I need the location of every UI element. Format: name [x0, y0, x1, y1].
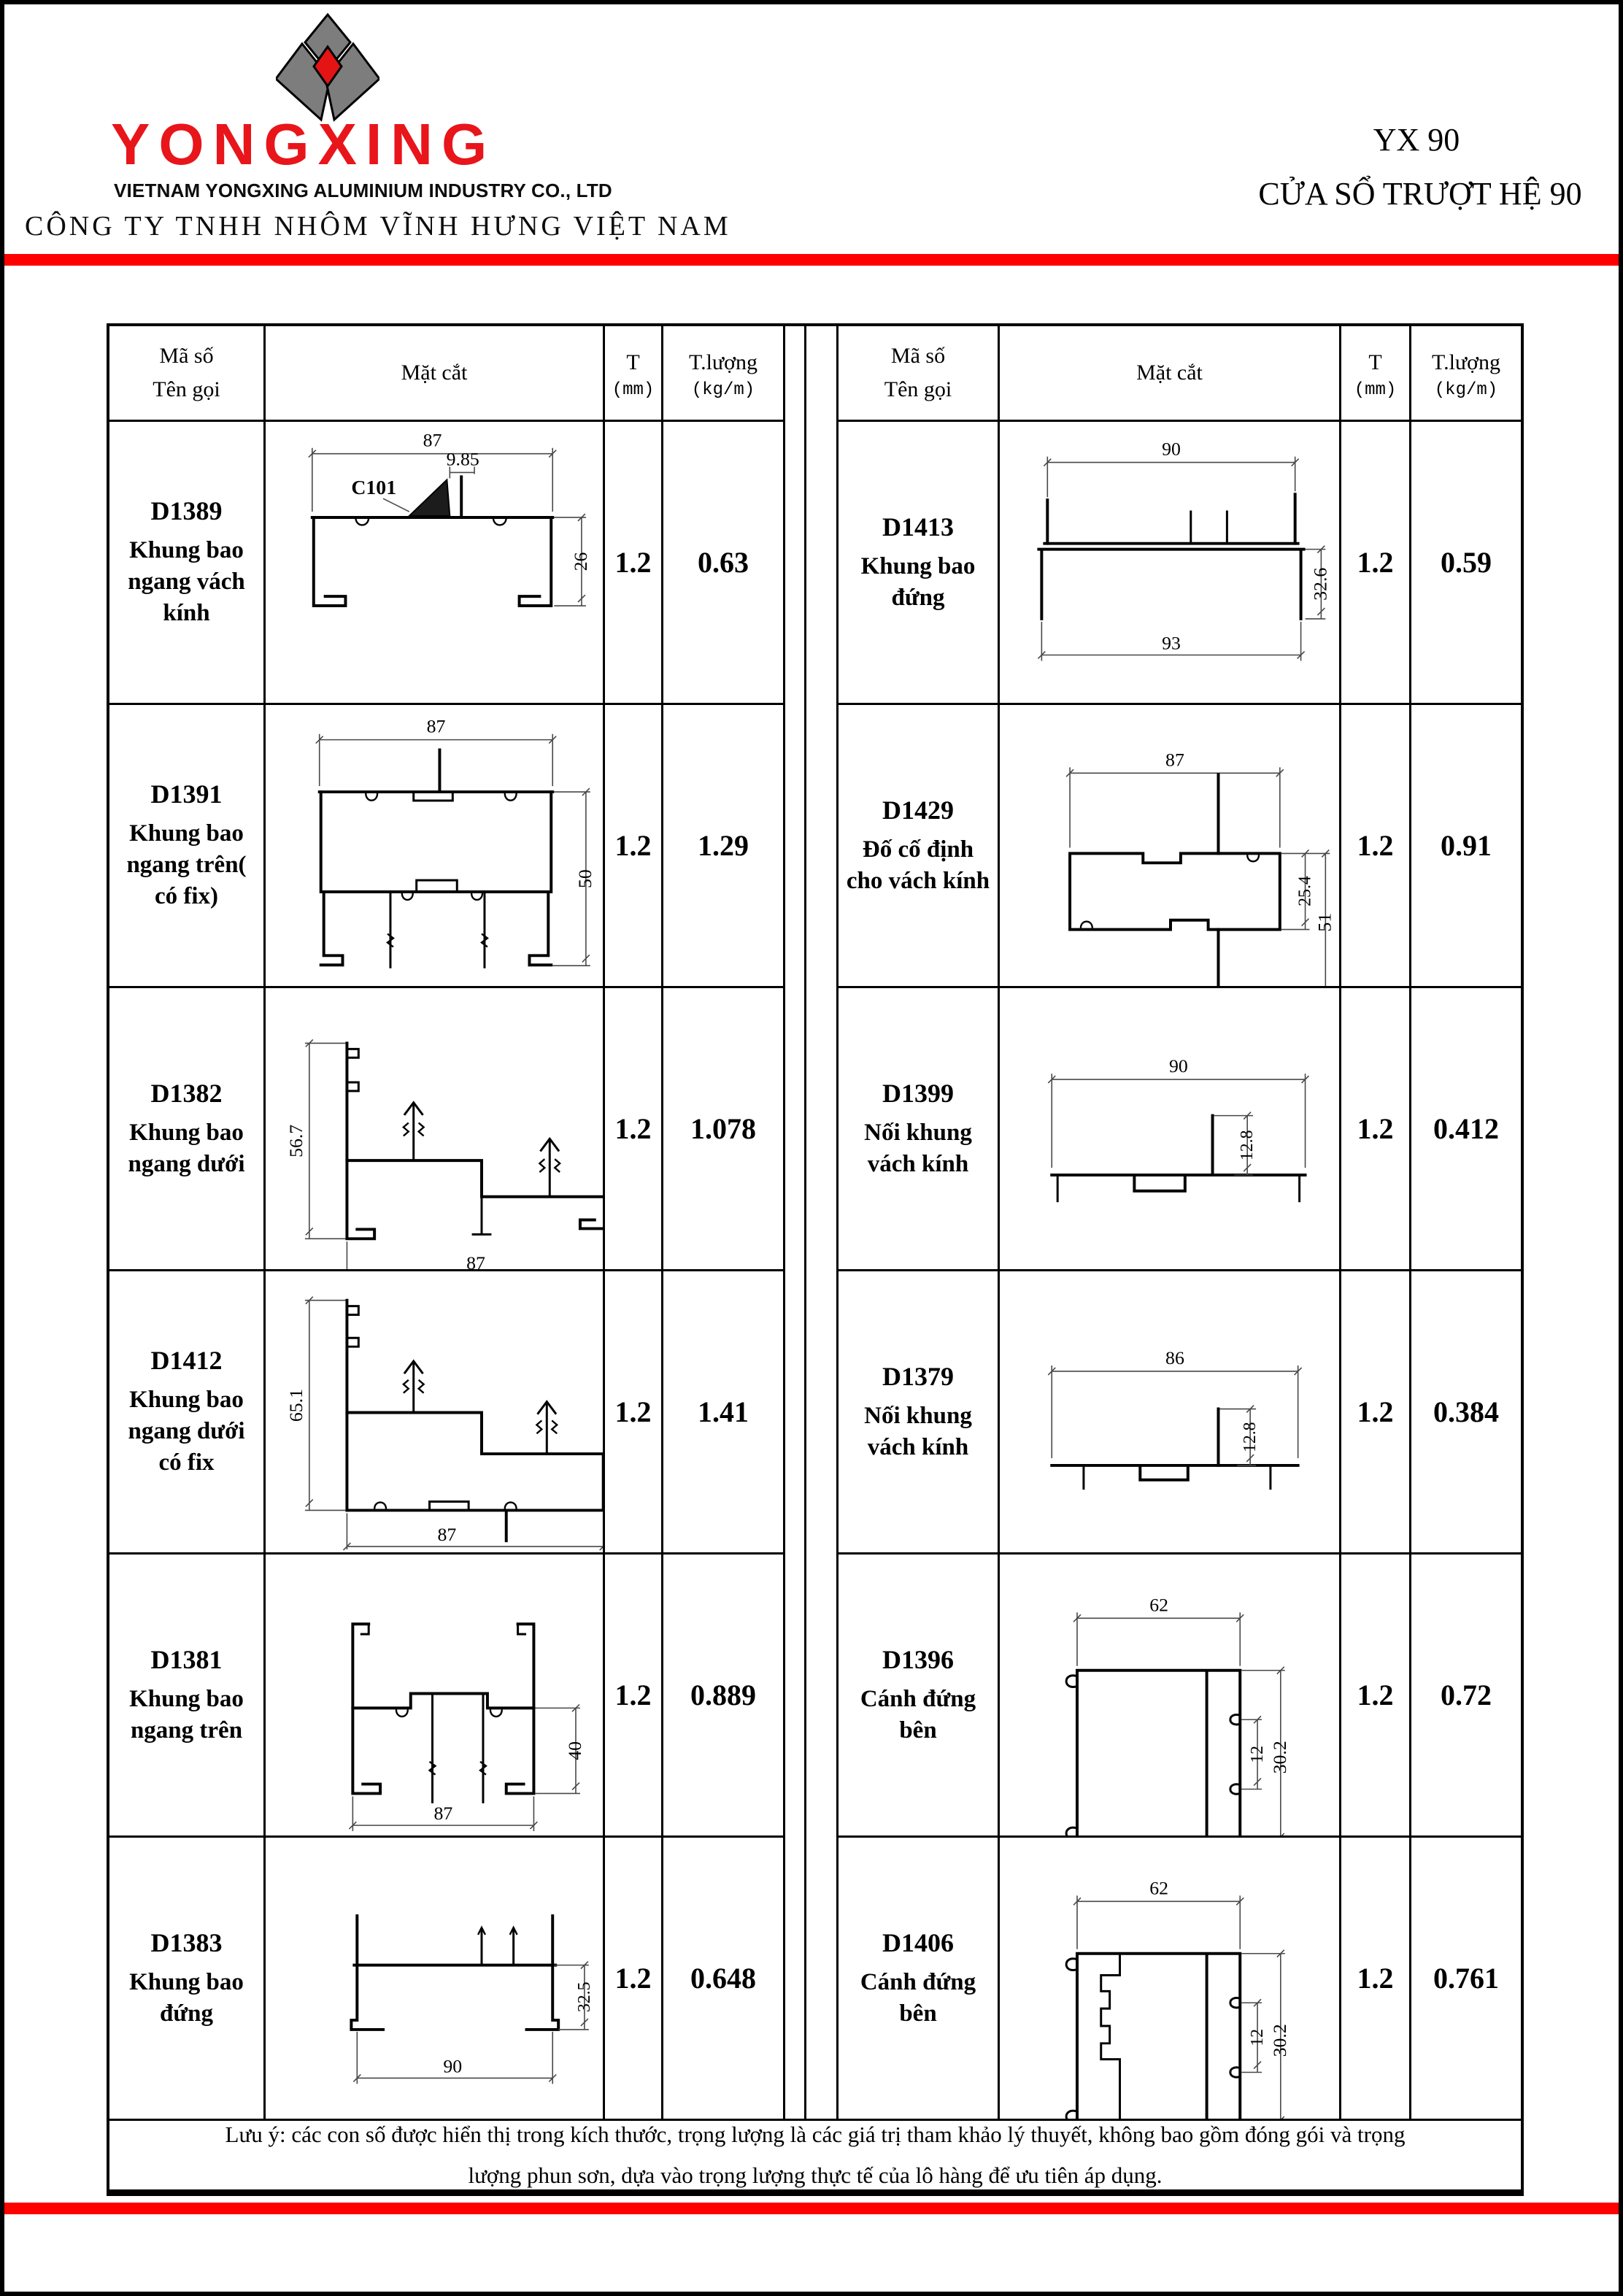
profile-code: D1379 — [882, 1361, 954, 1391]
profile-name: Khung bao ngang trên — [129, 1685, 244, 1744]
weight-value: 0.72 — [1411, 1552, 1521, 1835]
header-t: T — [1368, 350, 1382, 375]
header-t: T — [626, 350, 640, 375]
header-code-name — [109, 326, 266, 420]
profile-name: Khung bao đứng — [129, 1968, 244, 2027]
table-divider-strip — [785, 703, 806, 986]
profile-name: Khung bao ngang dưới có fix — [128, 1387, 245, 1476]
header-t-unit: (mm) — [1354, 380, 1397, 400]
table-gap-column — [806, 1835, 839, 2119]
thickness-value: 1.2 — [605, 1835, 663, 2119]
profile-name: Nối khung vách kính — [864, 1119, 972, 1177]
dim-label: 25.4 — [1295, 876, 1315, 906]
dim-label: 90 — [1169, 1055, 1188, 1077]
table-divider-strip — [785, 1552, 806, 1835]
table-divider-strip — [785, 326, 806, 420]
table-gap-column — [806, 703, 839, 986]
dim-label: 87 — [433, 1803, 453, 1825]
dim-label: 86 — [1165, 1347, 1184, 1369]
profile-code-name — [109, 1835, 266, 2119]
section-drawing-d1412 — [266, 1271, 603, 1552]
dim-label: 90 — [1162, 438, 1181, 460]
profile-code: D1396 — [882, 1644, 954, 1674]
yongxing-diamond-logo-icon — [276, 13, 379, 123]
company-name: CÔNG TY TNHH NHÔM VĨNH HƯNG VIỆT NAM — [25, 211, 731, 242]
section-cell — [1000, 1835, 1341, 2119]
red-divider-bottom — [4, 2203, 1619, 2214]
weight-value: 0.648 — [663, 1835, 785, 2119]
section-drawing-d1429 — [1000, 705, 1339, 986]
profile-code-name — [109, 420, 266, 703]
profile-code-name — [839, 1835, 1000, 2119]
header-section — [1000, 326, 1341, 420]
table-gap-column — [806, 1269, 839, 1552]
header-code: Mã số — [890, 343, 946, 368]
red-divider-top — [4, 254, 1619, 266]
section-drawing-d1389 — [266, 422, 603, 703]
thickness-value: 1.2 — [605, 703, 663, 986]
section-cell — [266, 1552, 605, 1835]
profile-code-name — [839, 420, 1000, 703]
profile-code: D1399 — [882, 1078, 954, 1108]
table-divider-strip — [785, 420, 806, 703]
weight-value: 0.889 — [663, 1552, 785, 1835]
profile-name: Đố cố định cho vách kính — [846, 836, 990, 894]
series-title: CỬA SỔ TRƯỢT HỆ 90 — [1258, 176, 1582, 212]
weight-value: 0.761 — [1411, 1835, 1521, 2119]
weight-value: 1.41 — [663, 1269, 785, 1552]
table-gap-column — [806, 420, 839, 703]
dim-label: 90 — [443, 2055, 463, 2077]
profile-code-name — [109, 986, 266, 1269]
thickness-value: 1.2 — [1341, 1269, 1411, 1552]
brand-subtitle: VIETNAM YONGXING ALUMINIUM INDUSTRY CO., LTD — [114, 180, 612, 201]
dim-label: 32.5 — [574, 1981, 594, 2013]
header-section — [266, 326, 605, 420]
profile-code: D1412 — [150, 1346, 223, 1376]
thickness-value: 1.2 — [605, 420, 663, 703]
weight-value: 1.29 — [663, 703, 785, 986]
weight-value: 0.59 — [1411, 420, 1521, 703]
section-drawing-d1391 — [266, 705, 603, 986]
thickness-value: 1.2 — [605, 1552, 663, 1835]
section-cell — [1000, 703, 1341, 986]
thickness-value: 1.2 — [605, 1269, 663, 1552]
header-weight — [663, 326, 785, 420]
profile-code: D1382 — [150, 1078, 223, 1108]
section-cell — [1000, 986, 1341, 1269]
series-code: YX 90 — [1373, 122, 1460, 158]
thickness-value: 1.2 — [1341, 420, 1411, 703]
profile-code: D1391 — [150, 779, 223, 809]
weight-value: 0.91 — [1411, 703, 1521, 986]
thickness-value: 1.2 — [1341, 986, 1411, 1269]
profile-code-name — [109, 1269, 266, 1552]
profile-code-name — [839, 986, 1000, 1269]
dim-label: 93 — [1162, 632, 1181, 654]
weight-value: 0.63 — [663, 420, 785, 703]
dim-label: 62 — [1149, 1877, 1169, 1899]
dim-label: 56.7 — [285, 1124, 307, 1157]
table-gap-column — [806, 986, 839, 1269]
header-code-name — [839, 326, 1000, 420]
section-drawing-d1379 — [1000, 1271, 1339, 1552]
profile-code-name — [839, 1552, 1000, 1835]
dim-label: 12 — [1248, 2028, 1268, 2046]
header-weight-label: T.lượng — [1431, 350, 1501, 375]
header-weight-unit: (kg/m) — [691, 380, 755, 400]
part-label: C101 — [351, 477, 397, 500]
thickness-value: 1.2 — [1341, 703, 1411, 986]
dim-label: 12.8 — [1238, 1130, 1257, 1161]
thickness-value: 1.2 — [1341, 1552, 1411, 1835]
dim-label: 32.6 — [1309, 567, 1331, 601]
dim-label: 40 — [563, 1741, 585, 1760]
section-cell — [1000, 1269, 1341, 1552]
section-cell — [266, 420, 605, 703]
profile-code: D1389 — [150, 496, 223, 526]
section-drawing-d1382 — [266, 988, 603, 1269]
dim-label: 62 — [1149, 1594, 1169, 1616]
header-name: Tên gọi — [884, 377, 952, 401]
table-divider-strip — [785, 1835, 806, 2119]
profile-code: D1429 — [882, 795, 954, 825]
header-name: Tên gọi — [153, 377, 220, 401]
dim-label: 12 — [1248, 1745, 1268, 1763]
dim-label: 87 — [437, 1524, 457, 1546]
profile-code-name — [109, 703, 266, 986]
table-gap-column — [806, 326, 839, 420]
section-drawing-d1406 — [1000, 1838, 1339, 2119]
dim-label: 12.8 — [1241, 1422, 1260, 1453]
dim-label: 51 — [1314, 912, 1335, 932]
profile-code: D1406 — [882, 1927, 954, 1957]
thickness-value: 1.2 — [605, 986, 663, 1269]
table-divider-strip — [785, 986, 806, 1269]
section-cell — [1000, 420, 1341, 703]
profile-name: Khung bao ngang vách kính — [128, 537, 245, 626]
profile-code: D1383 — [150, 1927, 223, 1957]
table-divider-strip — [785, 1269, 806, 1552]
section-drawing-d1381 — [266, 1555, 603, 1835]
profile-name: Khung bao ngang trên( có fix) — [126, 820, 247, 909]
profile-code: D1413 — [882, 512, 954, 542]
thickness-value: 1.2 — [1341, 1835, 1411, 2119]
header-thickness — [1341, 326, 1411, 420]
dim-label: 26 — [569, 552, 591, 571]
profile-name: Nối khung vách kính — [864, 1402, 972, 1460]
section-drawing-d1396 — [1000, 1555, 1339, 1835]
dim-label: 50 — [574, 869, 595, 889]
section-cell — [266, 1269, 605, 1552]
header-weight — [1411, 326, 1521, 420]
dim-label: 87 — [1165, 749, 1184, 771]
weight-value: 1.078 — [663, 986, 785, 1269]
profile-code-name — [839, 1269, 1000, 1552]
profile-code-name — [109, 1552, 266, 1835]
profile-name: Cánh đứng bên — [860, 1685, 976, 1744]
section-drawing-d1383 — [266, 1838, 603, 2119]
section-cell — [266, 1835, 605, 2119]
header-weight-unit: (kg/m) — [1434, 380, 1498, 400]
section-drawing-d1413 — [1000, 422, 1339, 703]
profile-code-name — [839, 703, 1000, 986]
section-cell — [1000, 1552, 1341, 1835]
dim-label: 87 — [423, 429, 442, 451]
dim-label: 30.2 — [1268, 2024, 1290, 2057]
header-section-label: Mặt cắt — [1136, 360, 1203, 385]
profile-code: D1381 — [150, 1644, 223, 1674]
dim-label: 9.85 — [446, 448, 479, 470]
header-section-label: Mặt cắt — [401, 360, 468, 385]
section-cell — [266, 986, 605, 1269]
weight-value: 0.412 — [1411, 986, 1521, 1269]
table-note — [109, 2119, 1521, 2189]
dim-label: 65.1 — [285, 1389, 307, 1422]
profile-name: Cánh đứng bên — [860, 1968, 976, 2027]
dim-label: 30.2 — [1268, 1741, 1290, 1774]
table-gap-column — [806, 1552, 839, 1835]
header-t-unit: (mm) — [612, 380, 655, 400]
section-drawing-d1399 — [1000, 988, 1339, 1269]
dim-label: 87 — [466, 1252, 485, 1269]
header-code: Mã số — [159, 343, 214, 368]
profile-name: Khung bao ngang dưới — [128, 1119, 245, 1177]
brand-wordmark: YONGXING — [111, 112, 496, 177]
section-cell — [266, 703, 605, 986]
header-weight-label: T.lượng — [688, 350, 758, 375]
header-thickness — [605, 326, 663, 420]
weight-value: 0.384 — [1411, 1269, 1521, 1552]
profile-name: Khung bao đứng — [860, 552, 976, 611]
profile-table — [107, 323, 1524, 2196]
dim-label: 87 — [426, 715, 446, 737]
note-text: Lưu ý: các con số được hiển thị trong kích thước, trọng lượng là các giá trị tham khảo lý thuyết, không bao gồm đóng gói và trọng lượng phun sơn, dựa vào trọng lượng thực tế của lô hàng để ưu tiên áp dụng. — [225, 2122, 1406, 2188]
